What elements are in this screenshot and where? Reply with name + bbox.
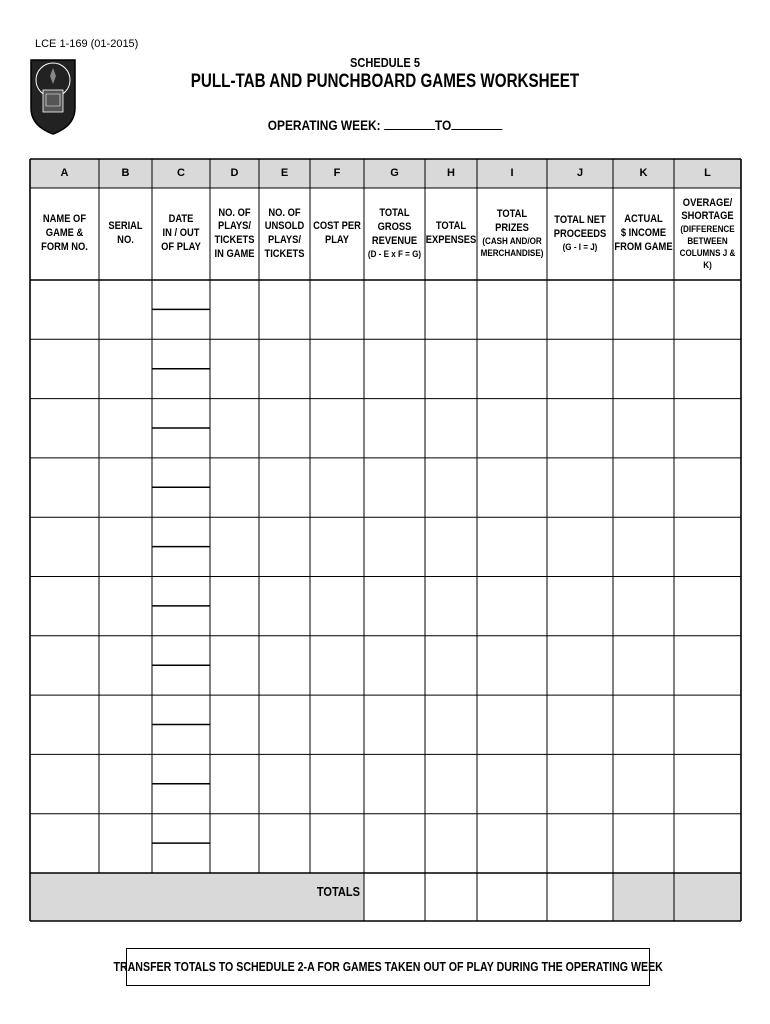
cell-a-field[interactable] [31,281,98,338]
cell-e-field[interactable] [260,696,309,753]
cell-k-field[interactable] [614,815,673,872]
cell-j-field[interactable] [548,578,612,635]
column-header-line: TOTAL [379,207,410,220]
cell-h-field[interactable] [426,755,476,812]
cell-h-field[interactable] [426,637,476,694]
cell-h-field[interactable] [426,281,476,338]
cell-d-field[interactable] [211,578,258,635]
cell-k-field[interactable] [614,578,673,635]
cell-j-field[interactable] [548,815,612,872]
cell-f-field[interactable] [311,696,363,753]
date-out-field[interactable] [153,607,209,635]
column-header-line: SERIAL [108,220,143,233]
cell-i-field[interactable] [478,459,546,516]
cell-j-field[interactable] [548,459,612,516]
date-out-field[interactable] [153,429,209,457]
date-out-field[interactable] [153,370,209,398]
column-header-d [210,188,258,280]
date-in-field[interactable] [153,578,209,606]
column-letter-b: B [121,166,130,179]
cell-f-field[interactable] [311,400,363,457]
cell-g-field[interactable] [365,696,424,753]
cell-f-field[interactable] [311,755,363,812]
cell-g-field[interactable] [365,578,424,635]
cell-d-field[interactable] [211,518,258,575]
cell-j-field[interactable] [548,340,612,397]
cell-a-field[interactable] [31,637,98,694]
date-out-field[interactable] [153,844,209,872]
column-header-subline: COLUMNS J & K) [679,247,736,271]
cell-a-field[interactable] [31,578,98,635]
cell-a-field[interactable] [31,815,98,872]
column-header-line: OVERAGE/ [682,196,733,209]
column-header-line: REVENUE [371,234,418,247]
cell-l-field[interactable] [675,400,740,457]
column-letter-d: D [230,166,239,179]
cell-l-field[interactable] [675,518,740,575]
cell-j-field[interactable] [548,400,612,457]
cell-l-field[interactable] [675,281,740,338]
column-header-line: SHORTAGE [681,210,734,223]
total-j-field[interactable] [548,874,612,920]
cell-d-field[interactable] [211,755,258,812]
date-in-field[interactable] [153,637,209,665]
cell-b-field[interactable] [100,459,151,516]
totals-shade-k-l [613,873,741,921]
form-code: LCE 1-169 (01-2015) [35,38,139,50]
cell-a-field[interactable] [31,340,98,397]
column-header-subline: (DIFFERENCE [680,224,735,235]
column-header-line: NO. OF [268,206,301,219]
column-header-line: GROSS [377,221,412,234]
cell-k-field[interactable] [614,696,673,753]
cell-l-field[interactable] [675,696,740,753]
cell-f-field[interactable] [311,815,363,872]
date-in-field[interactable] [153,755,209,783]
page-title: PULL-TAB AND PUNCHBOARD GAMES WORKSHEET [190,71,580,92]
cell-i-field[interactable] [478,340,546,397]
cell-e-field[interactable] [260,459,309,516]
column-header-e [259,188,309,280]
cell-i-field[interactable] [478,696,546,753]
column-header-a [32,188,97,280]
column-header-line: PLAYS/ [268,234,301,246]
cell-d-field[interactable] [211,815,258,872]
date-in-field[interactable] [153,815,209,843]
cell-h-field[interactable] [426,815,476,872]
column-header-line: GAME & [45,227,84,240]
cell-a-field[interactable] [31,518,98,575]
column-header-line: IN GAME [214,247,255,260]
column-header-line: OF PLAY [161,240,201,253]
column-letter-l: L [704,166,711,179]
date-out-field[interactable] [153,785,209,813]
column-header-line: $ INCOME [620,227,667,240]
column-letter-e: E [280,166,289,179]
cell-i-field[interactable] [478,518,546,575]
cell-f-field[interactable] [311,459,363,516]
column-header-line: TOTAL [435,220,467,233]
cell-d-field[interactable] [211,696,258,753]
column-header-line: TICKETS [214,234,255,246]
cell-h-field[interactable] [426,340,476,397]
column-header-line: PLAYS/ [218,220,251,233]
column-letter-k: K [639,166,648,179]
cell-d-field[interactable] [211,459,258,516]
cell-e-field[interactable] [260,400,309,457]
column-header-line: UNSOLD [264,220,305,233]
cell-j-field[interactable] [548,281,612,338]
column-header-l [676,188,740,280]
cell-g-field[interactable] [365,637,424,694]
cell-j-field[interactable] [548,755,612,812]
cell-g-field[interactable] [365,281,424,338]
date-out-field[interactable] [153,666,209,694]
column-letter-i: I [510,166,514,179]
totals-label: TOTALS [316,884,360,899]
operating-week-to-label: TO [434,117,452,133]
cell-j-field[interactable] [548,518,612,575]
column-header-subline: (G - I = J) [562,241,598,253]
date-out-field[interactable] [153,311,209,339]
cell-l-field[interactable] [675,815,740,872]
cell-e-field[interactable] [260,281,309,338]
column-letter-g: G [390,166,399,179]
column-header-k [614,188,673,280]
column-header-line: TOTAL NET [554,214,606,227]
cell-e-field[interactable] [260,578,309,635]
column-header-line: TICKETS [264,247,305,260]
total-i-field[interactable] [478,874,546,920]
cell-f-field[interactable] [311,518,363,575]
total-h-field[interactable] [426,874,476,920]
cell-e-field[interactable] [260,340,309,397]
column-header-line: NAME OF [42,213,87,226]
cell-j-field[interactable] [548,696,612,753]
column-header-subline: (D - E x F = G) [367,248,422,260]
column-header-i [479,188,545,280]
column-letter-a: A [60,166,69,179]
column-header-line: EXPENSES [425,234,477,246]
cell-i-field[interactable] [478,755,546,812]
column-letter-c: C [177,166,185,179]
cell-d-field[interactable] [211,281,258,338]
column-header-line: PLAY [324,234,350,246]
column-header-line: FROM GAME [614,240,673,253]
cell-k-field[interactable] [614,340,673,397]
cell-h-field[interactable] [426,400,476,457]
column-header-line: COST PER [313,220,361,233]
cell-h-field[interactable] [426,459,476,516]
cell-b-field[interactable] [100,578,151,635]
column-header-h [426,188,477,280]
cell-j-field[interactable] [548,637,612,694]
cell-k-field[interactable] [614,400,673,457]
cell-i-field[interactable] [478,578,546,635]
cell-k-field[interactable] [614,637,673,694]
cell-e-field[interactable] [260,518,309,575]
transfer-note: TRANSFER TOTALS TO SCHEDULE 2-A FOR GAMES TAKEN OUT OF PLAY DURING THE OPERATING WEEK [126,948,650,986]
column-letter-j: J [576,166,584,179]
date-in-field[interactable] [153,340,209,368]
cell-g-field[interactable] [365,518,424,575]
cell-b-field[interactable] [100,637,151,694]
cell-i-field[interactable] [478,637,546,694]
cell-a-field[interactable] [31,400,98,457]
cell-f-field[interactable] [311,281,363,338]
cell-g-field[interactable] [365,755,424,812]
cell-a-field[interactable] [31,755,98,812]
column-header-f [311,188,364,280]
cell-a-field[interactable] [31,696,98,753]
date-in-field[interactable] [153,518,209,546]
cell-l-field[interactable] [675,578,740,635]
cell-b-field[interactable] [100,400,151,457]
column-header-line: FORM NO. [41,240,88,253]
cell-l-field[interactable] [675,459,740,516]
cell-k-field[interactable] [614,281,673,338]
cell-b-field[interactable] [100,340,151,397]
cell-h-field[interactable] [426,518,476,575]
cell-f-field[interactable] [311,637,363,694]
column-header-line: NO. OF [218,206,251,219]
schedule-number: SCHEDULE 5 [349,55,420,70]
cell-a-field[interactable] [31,459,98,516]
cell-l-field[interactable] [675,755,740,812]
cell-i-field[interactable] [478,400,546,457]
column-header-subline: BETWEEN [687,235,728,247]
cell-h-field[interactable] [426,696,476,753]
column-header-j [549,188,612,280]
date-in-field[interactable] [153,696,209,724]
cell-g-field[interactable] [365,340,424,397]
cell-d-field[interactable] [211,637,258,694]
cell-k-field[interactable] [614,459,673,516]
column-letter-f: F [333,166,341,179]
date-in-field[interactable] [153,281,209,309]
column-header-b [100,188,152,280]
column-header-c [153,188,209,280]
cell-l-field[interactable] [675,637,740,694]
cell-i-field[interactable] [478,281,546,338]
date-out-field[interactable] [153,489,209,517]
total-g-field[interactable] [365,874,424,920]
column-header-subline: MERCHANDISE) [480,247,544,259]
cell-g-field[interactable] [365,815,424,872]
cell-k-field[interactable] [614,518,673,575]
operating-week-label: OPERATING WEEK: [267,117,381,133]
date-out-field[interactable] [153,548,209,576]
date-out-field[interactable] [153,726,209,754]
column-header-line: NO. [117,234,134,246]
column-header-line: PROCEEDS [553,228,607,241]
cell-g-field[interactable] [365,400,424,457]
cell-e-field[interactable] [260,637,309,694]
column-header-line: TOTAL PRIZES [495,208,529,235]
cell-b-field[interactable] [100,815,151,872]
column-letter-h: H [447,166,455,179]
cell-b-field[interactable] [100,281,151,338]
cell-d-field[interactable] [211,400,258,457]
cell-f-field[interactable] [311,578,363,635]
date-in-field[interactable] [153,400,209,428]
cell-e-field[interactable] [260,755,309,812]
cell-k-field[interactable] [614,755,673,812]
column-header-line: ACTUAL [624,213,663,226]
cell-d-field[interactable] [211,340,258,397]
column-header-line: IN / OUT [162,227,200,240]
column-header-line: DATE [168,213,194,226]
cell-b-field[interactable] [100,696,151,753]
date-in-field[interactable] [153,459,209,487]
cell-g-field[interactable] [365,459,424,516]
cell-b-field[interactable] [100,755,151,812]
column-header-subline: (CASH AND/OR [482,235,542,247]
column-header-g [365,188,424,280]
cell-b-field[interactable] [100,518,151,575]
cell-l-field[interactable] [675,340,740,397]
cell-h-field[interactable] [426,578,476,635]
cell-f-field[interactable] [311,340,363,397]
cell-e-field[interactable] [260,815,309,872]
cell-i-field[interactable] [478,815,546,872]
